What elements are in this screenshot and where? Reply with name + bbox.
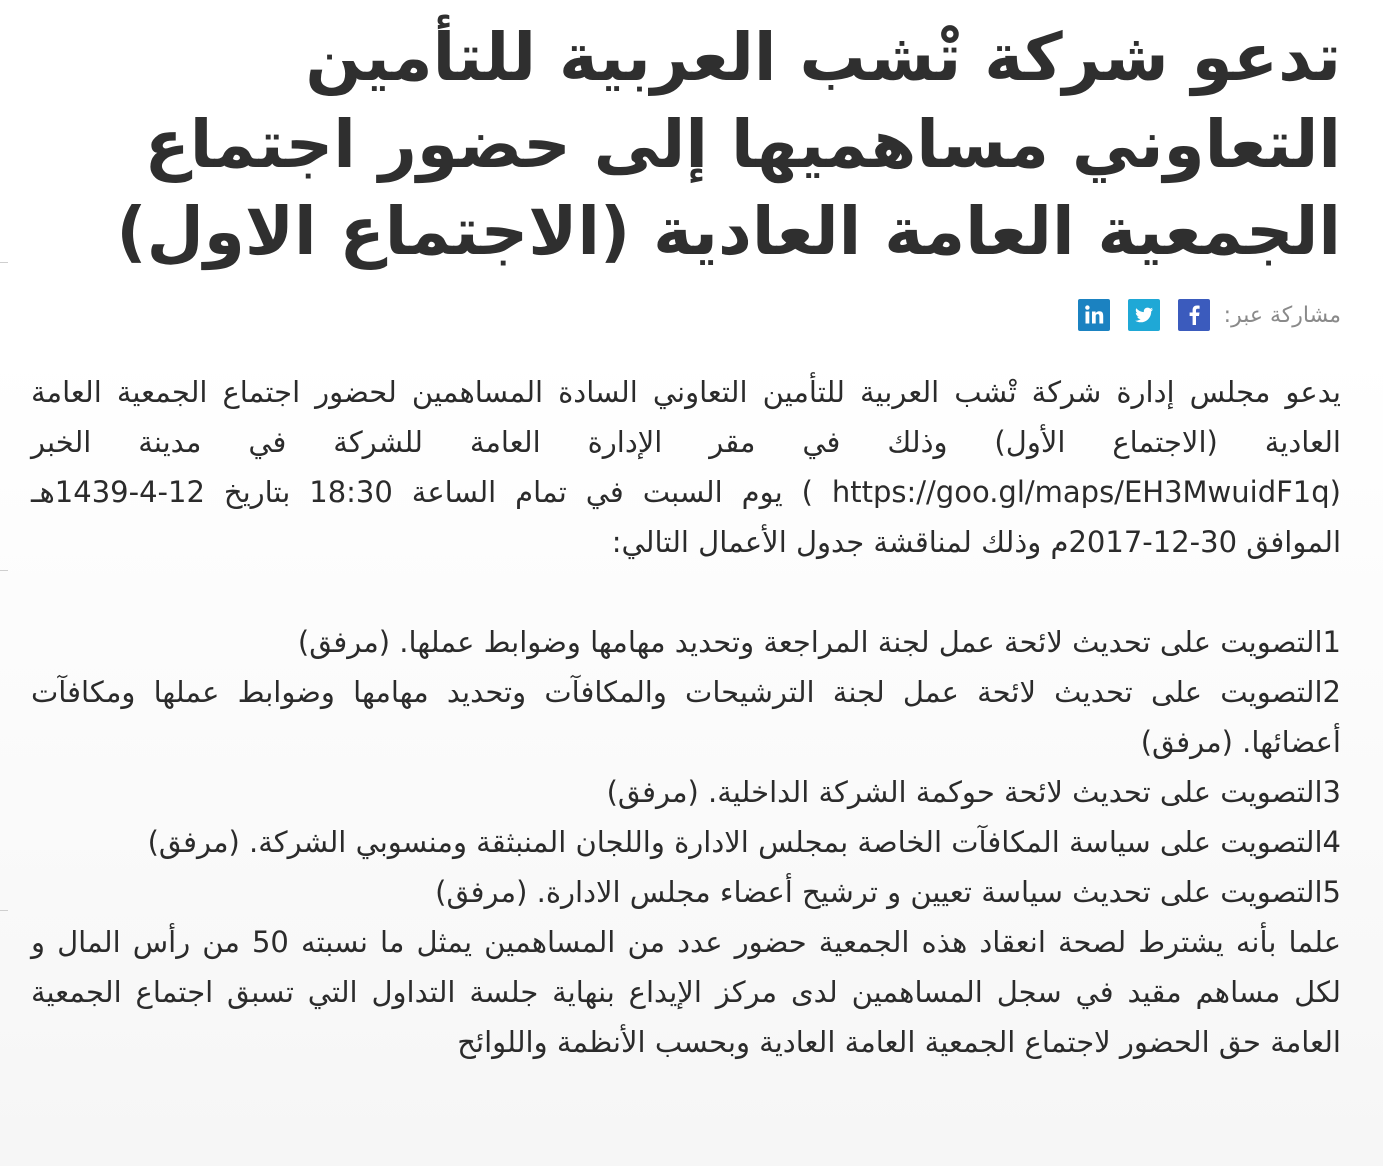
facebook-share-button[interactable] (1178, 299, 1210, 331)
agenda-item: 3التصويت على تحديث لائحة حوكمة الشركة الداخلية. (مرفق) (606, 775, 1341, 809)
agenda-item: 2التصويت على تحديث لائحة عمل لجنة الترشيحات والمكافآت وتحديد مهامها وضوابط عملها ومكافآت أعضائها. (مرفق) (31, 675, 1341, 759)
twitter-share-button[interactable] (1128, 299, 1160, 331)
agenda-item: 4التصويت على سياسة المكافآت الخاصة بمجلس الادارة واللجان المنبثقة ومنسوبي الشركة. (مرفق) (147, 825, 1341, 859)
intro-text-end: ) يوم السبت في تمام الساعة 18:30 بتاريخ 12-4-1439هـ الموافق 30-12-2017م وذلك لمناقشة جدول الأعمال التالي: (31, 475, 1341, 559)
linkedin-icon (1078, 299, 1110, 331)
agenda-item: 1التصويت على تحديث لائحة عمل لجنة المراجعة وتحديد مهامها وضوابط عملها. (مرفق) (297, 625, 1341, 659)
twitter-icon (1128, 299, 1160, 331)
facebook-icon (1178, 299, 1210, 331)
paragraph-spacer (31, 567, 1341, 617)
article-body (31, 367, 1341, 1067)
share-label: مشاركة عبر: (1223, 302, 1341, 328)
agenda-item: 5التصويت على تحديث سياسة تعيين و ترشيح أعضاء مجلس الادارة. (مرفق) (435, 875, 1341, 909)
share-bar (31, 297, 1341, 333)
edge-divider (0, 570, 8, 571)
edge-divider (0, 910, 8, 911)
closing-paragraph: علما بأنه يشترط لصحة انعقاد هذه الجمعية حضور عدد من المساهمين يمثل ما نسبته 50 من رأس المال و لكل مساهم مقيد في سجل المساهمين لدى مركز الإيداع بنهاية جلسة التداول التي تسبق اجتماع الجمعية العامة حق الحضور لاجتماع الجمعية العامة العادية وبحسب الأنظمة واللوائح (31, 925, 1341, 1059)
article-title: تدعو شركة تْشب العربية للتأمين التعاوني مساهميها إلى حضور اجتماع الجمعية العامة العادية (الاجتماع الاول) (116, 19, 1341, 270)
edge-divider (0, 262, 8, 263)
intro-text-start: يدعو مجلس إدارة شركة تْشب العربية للتأمين التعاوني السادة المساهمين لحضور اجتماع الجمعية العامة العادية (الاجتماع الأول) وذلك في مقر الإدارة العامة للشركة في مدينة الخبر ( (31, 375, 1341, 509)
intro-paragraph (31, 367, 1341, 567)
linkedin-share-button[interactable] (1078, 299, 1110, 331)
article (31, 14, 1341, 1067)
map-link[interactable]: https://goo.gl/maps/EH3MwuidF1q (831, 475, 1330, 509)
